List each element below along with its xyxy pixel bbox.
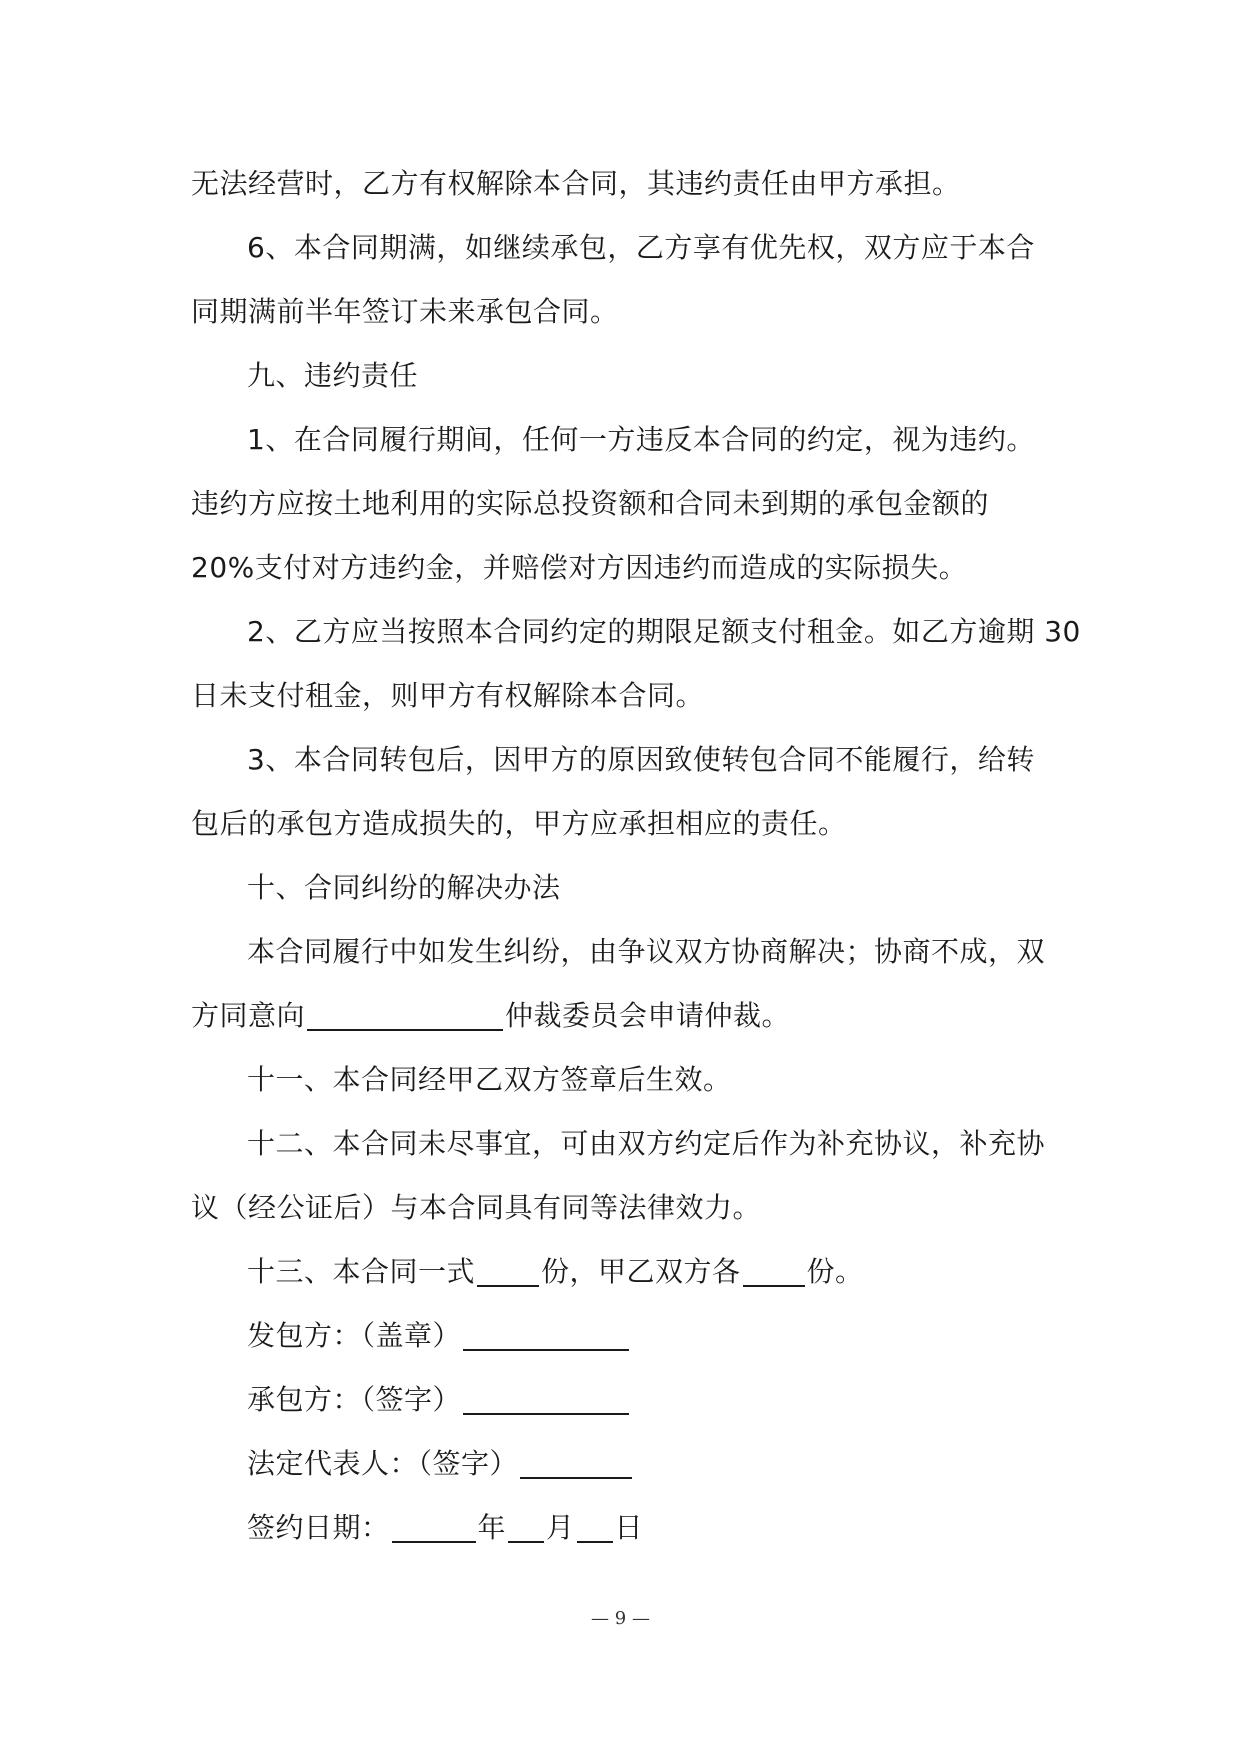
text-line-10: 3、本合同转包后，因甲方的原因致使转包合同不能履行，给转 xyxy=(247,743,1035,776)
clause-13 xyxy=(191,1240,1061,1304)
clause-12-line-2: 议（经公证后）与本合同具有同等法律效力。 xyxy=(191,1191,762,1224)
signature-legal-rep xyxy=(191,1432,1061,1496)
copies-total-blank-field[interactable] xyxy=(477,1255,539,1287)
date-label: 签约日期： xyxy=(247,1511,390,1544)
text-line-13: 本合同履行中如发生纠纷，由争议双方协商解决；协商不成，双 xyxy=(247,935,1046,968)
arbitration-suffix: 仲裁委员会申请仲裁。 xyxy=(505,999,791,1032)
contractor-label: 承包方：（签字） xyxy=(247,1383,462,1416)
day-blank-field[interactable] xyxy=(577,1511,613,1543)
arbitration-blank-field[interactable] xyxy=(307,999,503,1031)
arbitration-prefix: 方同意向 xyxy=(191,999,306,1032)
month-label: 月 xyxy=(546,1511,575,1544)
issuer-label: 发包方：（盖章） xyxy=(247,1319,462,1352)
arbitration-line xyxy=(191,984,1061,1048)
signature-contractor xyxy=(191,1368,1061,1432)
text-line-7: 20%支付对方违约金，并赔偿对方因违约而造成的实际损失。 xyxy=(191,551,968,584)
text-line-8: 2、乙方应当按照本合同约定的期限足额支付租金。如乙方逾期 30 xyxy=(247,615,1081,648)
contractor-signature-field[interactable] xyxy=(463,1383,629,1415)
section-heading-breach: 九、违约责任 xyxy=(247,359,419,392)
issuer-signature-field[interactable] xyxy=(463,1319,629,1351)
copies-each-blank-field[interactable] xyxy=(743,1255,805,1287)
document-page xyxy=(191,152,1081,1560)
day-label: 日 xyxy=(614,1511,644,1544)
clause-11: 十一、本合同经甲乙双方签章后生效。 xyxy=(247,1063,732,1096)
page-number: — 9 — xyxy=(591,1608,650,1629)
text-line-1: 无法经营时，乙方有权解除本合同，其违约责任由甲方承担。 xyxy=(191,167,961,200)
signing-date xyxy=(191,1496,1061,1560)
text-line-11: 包后的承包方造成损失的，甲方应承担相应的责任。 xyxy=(191,807,847,840)
text-line-2: 6、本合同期满，如继续承包，乙方享有优先权，双方应于本合 xyxy=(247,231,1035,264)
clause-13-part2: 份，甲乙双方各 xyxy=(541,1255,741,1288)
text-line-5: 1、在合同履行期间，任何一方违反本合同的约定，视为违约。 xyxy=(247,423,1035,456)
month-blank-field[interactable] xyxy=(508,1511,544,1543)
text-line-6: 违约方应按土地利用的实际总投资额和合同未到期的承包金额的 xyxy=(191,487,990,520)
year-blank-field[interactable] xyxy=(392,1511,476,1543)
section-heading-disputes: 十、合同纠纷的解决办法 xyxy=(247,871,561,904)
text-line-9: 日未支付租金，则甲方有权解除本合同。 xyxy=(191,679,705,712)
signature-issuer xyxy=(191,1304,1061,1368)
clause-13-part1: 十三、本合同一式 xyxy=(247,1255,476,1288)
legal-rep-signature-field[interactable] xyxy=(520,1447,632,1479)
text-line-3: 同期满前半年签订未来承包合同。 xyxy=(191,295,619,328)
legal-rep-label: 法定代表人：（签字） xyxy=(247,1447,519,1480)
year-label: 年 xyxy=(477,1511,507,1544)
clause-13-part3: 份。 xyxy=(806,1255,864,1288)
clause-12-line-1: 十二、本合同未尽事宜，可由双方约定后作为补充协议，补充协 xyxy=(247,1127,1046,1160)
